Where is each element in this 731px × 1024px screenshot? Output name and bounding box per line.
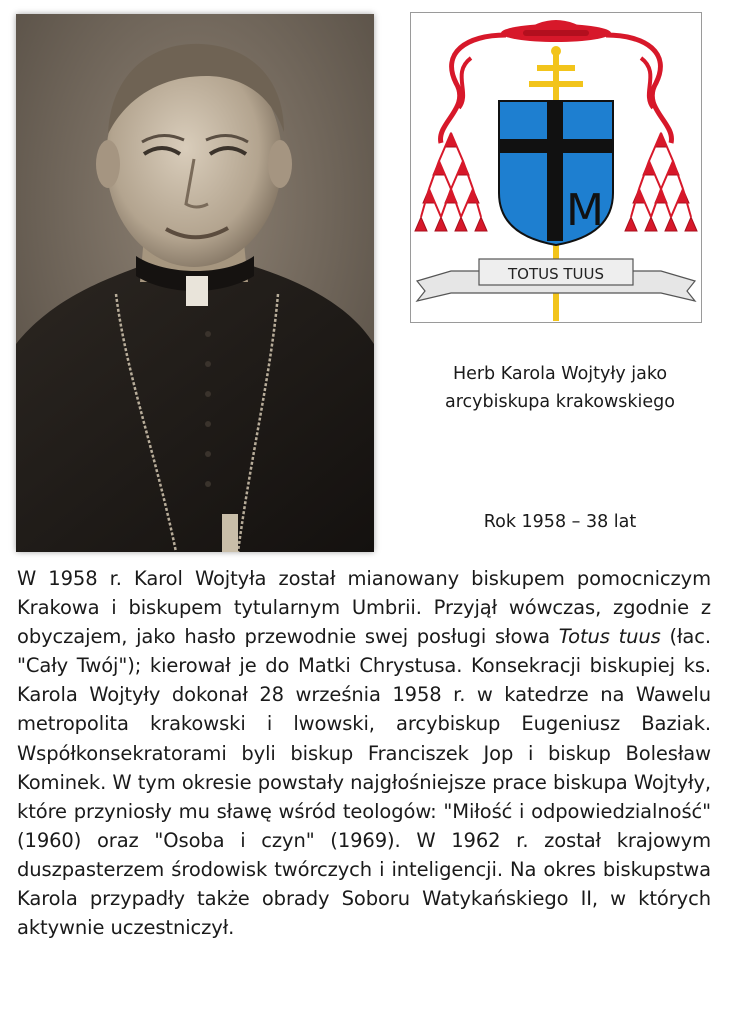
bio-part1: W 1958 r. Karol Wojtyła został mianowany biskupem pomocniczym Krakowa i biskupem tytularnym Umbrii. Przyjął wówczas, zgodnie z obyczajem, jako hasło przewodnie swej posługi słowa: [17, 567, 711, 649]
year-caption: Rok 1958 – 38 lat: [483, 512, 637, 532]
coat-of-arms: [410, 12, 702, 323]
bio-motto: Totus tuus: [558, 625, 661, 649]
coat-caption: [400, 360, 720, 416]
portrait-photo: [16, 14, 374, 552]
motto-ribbon: TOTUS TUUS: [507, 265, 605, 283]
bio-part2: (łac. "Cały Twój"); kierował je do Matki Chrystusa. Konsekracji biskupiej ks. Karola Wojtyły dokonał 28 września 1958 r. w katedrze na Wawelu metropolita krakowski i lwowski, arcybiskup Eugeniusz Baziak. Współkonsekratorami byli biskup Franciszek Jop i biskup Bolesław Kominek. W tym okresie powstały najgłośniejsze prace biskupa Wojtyły, które przyniosły mu sławę wśród teologów: "Miłość i odpowiedzialność" (1960) oraz "Osoba i czyn" (1969). W 1962 r. został krajowym duszpasterzem środowisk twórczych i inteligencji. Na okres biskupstwa Karola przypadły także obrady Soboru Watykańskiego II, w których aktywnie uczestniczył.: [17, 625, 711, 940]
biography-text: [17, 564, 711, 942]
coat-caption-line1: Herb Karola Wojtyły jako: [452, 364, 668, 384]
coat-caption-line2: arcybiskupa krakowskiego: [445, 392, 675, 412]
shield-letter: M: [566, 185, 604, 236]
